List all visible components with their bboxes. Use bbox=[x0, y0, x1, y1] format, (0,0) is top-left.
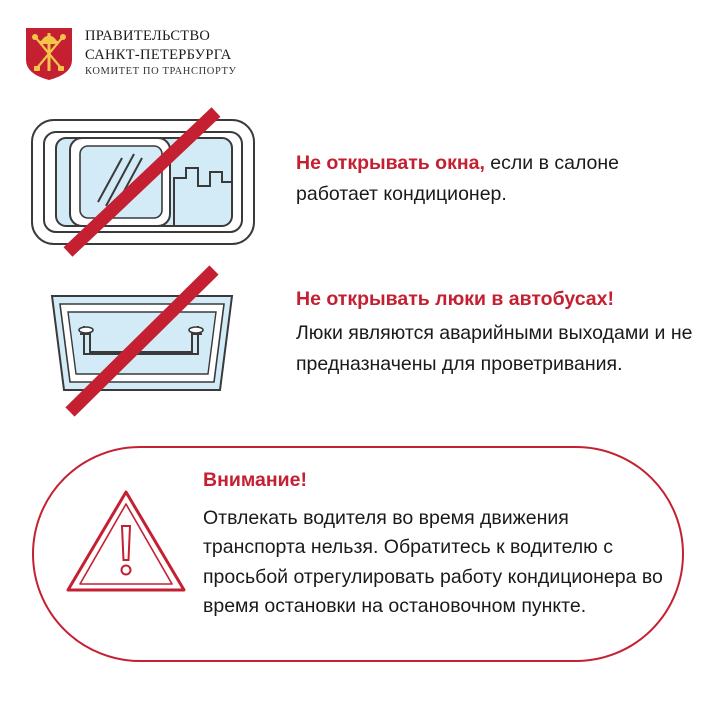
header-text bbox=[85, 27, 237, 79]
header-committee: КОМИТЕТ ПО ТРАНСПОРТУ bbox=[85, 66, 237, 77]
item-hatches-title: Не открывать люки в автобусах! bbox=[296, 288, 614, 310]
warning-triangle-icon bbox=[64, 488, 188, 594]
item-windows-text: если в салоне работает кондиционер. bbox=[296, 152, 620, 205]
spb-emblem-icon bbox=[24, 26, 74, 82]
item-hatches bbox=[296, 284, 696, 380]
item-windows-title: Не открывать окна, bbox=[296, 152, 485, 174]
header-government: ПРАВИТЕЛЬСТВО bbox=[85, 28, 211, 44]
warning-title: Внимание! bbox=[203, 469, 307, 491]
bus-window-crossed-icon bbox=[26, 102, 262, 260]
warning-content bbox=[203, 466, 673, 622]
item-windows bbox=[296, 148, 696, 210]
header bbox=[24, 26, 237, 82]
item-hatches-text: Люки являются аварийными выходами и не предназначены для проветривания. bbox=[296, 322, 693, 375]
warning-text: Отвлекать водителя во время движения транспорта нельзя. Обратитесь к водителю с просьбой отрегулировать работу кондиционера во время остановки на остановочном пункте. bbox=[203, 506, 663, 617]
header-city: САНКТ-ПЕТЕРБУРГА bbox=[85, 47, 232, 63]
roof-hatch-crossed-icon bbox=[26, 262, 262, 422]
